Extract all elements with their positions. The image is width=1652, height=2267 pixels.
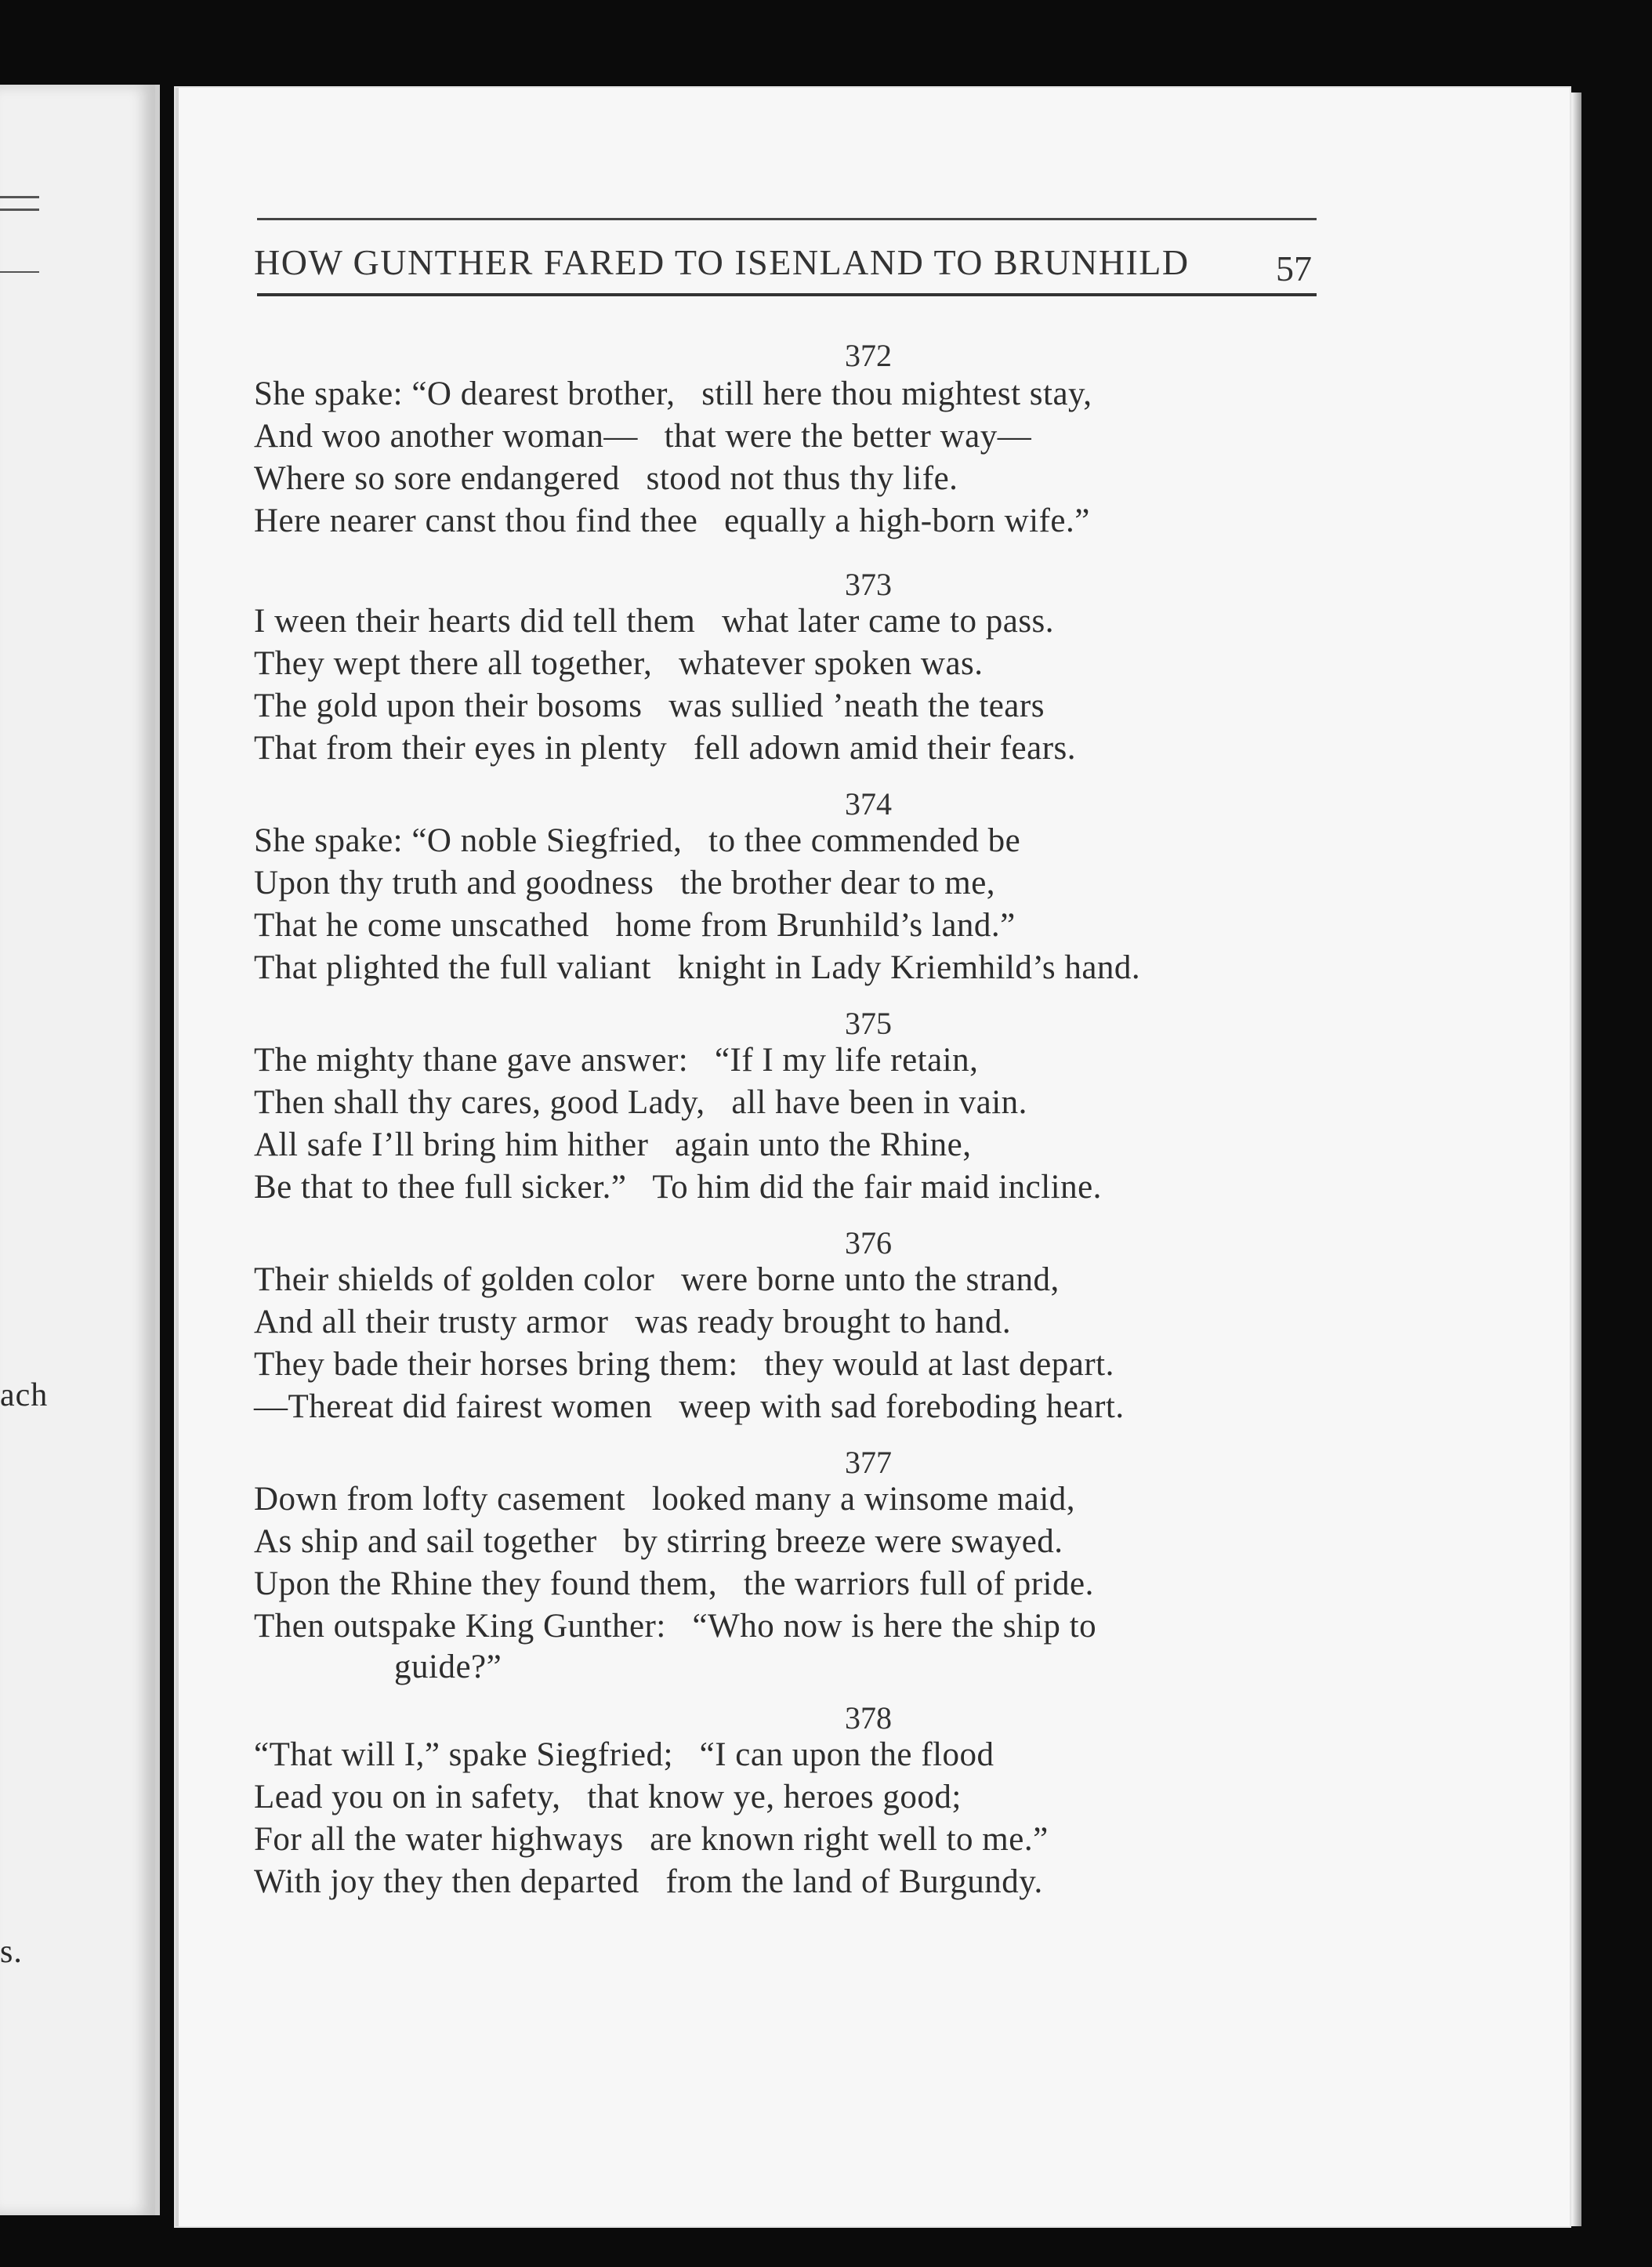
page-number: 57 bbox=[1276, 248, 1312, 288]
header-rule bbox=[257, 293, 1317, 296]
left-page-fragment: ach bbox=[0, 1377, 49, 1413]
stanza-number: 375 bbox=[845, 1006, 892, 1041]
verse-line: She spake: “O noble Siegfried, to thee commended be bbox=[254, 822, 1021, 859]
header-rule bbox=[257, 218, 1317, 220]
verse-line: And all their trusty armor was ready brought to hand. bbox=[254, 1304, 1012, 1340]
verse-line: And woo another woman— that were the better way— bbox=[254, 418, 1032, 455]
verse-line: As ship and sail together by stirring breeze were swayed. bbox=[254, 1523, 1063, 1560]
verse-line: They bade their horses bring them: they would at last depart. bbox=[254, 1346, 1114, 1383]
left-page-rule bbox=[0, 196, 39, 198]
verse-line: Upon thy truth and goodness the brother dear to me, bbox=[254, 865, 996, 901]
verse-line: That from their eyes in plenty fell adown amid their fears. bbox=[254, 730, 1077, 767]
verse-line: With joy they then departed from the land of Burgundy. bbox=[254, 1863, 1043, 1900]
stanza-number: 373 bbox=[845, 567, 892, 602]
left-page-rule bbox=[0, 271, 39, 273]
stanza-number: 376 bbox=[845, 1225, 892, 1260]
stanza-number: 374 bbox=[845, 786, 892, 822]
verse-line: The mighty thane gave answer: “If I my life retain, bbox=[254, 1042, 979, 1079]
verse-line: Here nearer canst thou find thee equally a high-born wife.” bbox=[254, 502, 1090, 539]
verse-line: Then outspake King Gunther: “Who now is here the ship to bbox=[254, 1608, 1097, 1645]
verse-line: They wept there all together, whatever spoken was. bbox=[254, 645, 984, 682]
stanza-number: 372 bbox=[845, 338, 892, 373]
verse-line: The gold upon their bosoms was sullied ’neath the tears bbox=[254, 687, 1045, 724]
verse-line: That plighted the full valiant knight in Lady Kriemhild’s hand. bbox=[254, 949, 1141, 986]
verse-line: Down from lofty casement looked many a winsome maid, bbox=[254, 1481, 1076, 1518]
book-page bbox=[176, 88, 1570, 2226]
stanza-number: 378 bbox=[845, 1700, 892, 1736]
left-page-fragment: s. bbox=[0, 1934, 23, 1970]
running-head: HOW GUNTHER FARED TO ISENLAND TO BRUNHILD bbox=[254, 242, 1190, 282]
verse-line: Upon the Rhine they found them, the warriors full of pride. bbox=[254, 1565, 1094, 1602]
verse-line: For all the water highways are known right well to me.” bbox=[254, 1821, 1049, 1858]
stanza-number: 377 bbox=[845, 1445, 892, 1480]
verse-line: I ween their hearts did tell them what later came to pass. bbox=[254, 603, 1055, 640]
verse-line: Where so sore endangered stood not thus thy life. bbox=[254, 460, 958, 497]
verse-line: Lead you on in safety, that know ye, heroes good; bbox=[254, 1779, 962, 1815]
verse-line: “That will I,” spake Siegfried; “I can upon the flood bbox=[254, 1736, 994, 1773]
verse-line: She spake: “O dearest brother, still here thou mightest stay, bbox=[254, 375, 1092, 412]
verse-line: Be that to thee full sicker.” To him did the fair maid incline. bbox=[254, 1169, 1102, 1206]
previous-page bbox=[0, 85, 160, 2215]
verse-line: Their shields of golden color were borne unto the strand, bbox=[254, 1261, 1060, 1298]
verse-line-continuation: guide?” bbox=[394, 1649, 502, 1685]
verse-line: Then shall thy cares, good Lady, all have been in vain. bbox=[254, 1084, 1027, 1121]
left-page-rule bbox=[0, 209, 39, 211]
verse-line: —Thereat did fairest women weep with sad foreboding heart. bbox=[254, 1388, 1125, 1425]
verse-line: That he come unscathed home from Brunhild’s land.” bbox=[254, 907, 1016, 944]
verse-line: All safe I’ll bring him hither again unto the Rhine, bbox=[254, 1126, 972, 1163]
